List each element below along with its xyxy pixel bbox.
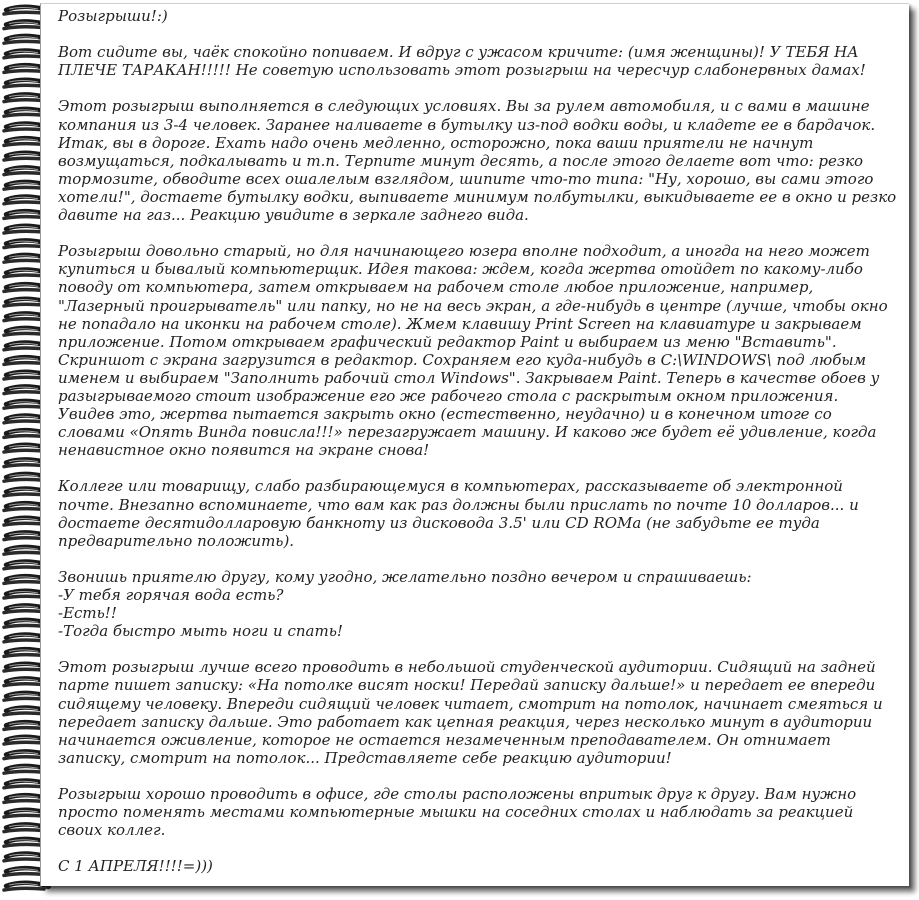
paragraph-car: Этот розыгрыш выполняется в следующих условиях. Вы за рулем автомобиля, и с вами в машине компания из 3-4 человек. Заранее наливаете в бутылку из-под водки воды, и кладете ее в бардачок. Итак, вы в дороге. Ехать надо очень медленно, осторожно, пока ваши приятели не начнут возмущаться, подкалывать и т.п. Терпите минут десять, а после этого делаете вот что: резко тормозите, обводите всех ошалелым взглядом, шипите что-то типа: "Ну, хорошо, вы сами этого хотели!", достаете бутылку водки, выпиваете минимум полбутылки, выкидываете ее в окно и резко давите на газ... Реакцию увидите в зеркале заднего вида. — [58, 97, 897, 225]
closing-greeting: С 1 АПРЕЛЯ!!!!=))) — [58, 857, 213, 876]
dialog-intro: Звонишь приятелю другу, кому угодно, желательно поздно вечером и спрашиваешь: — [58, 567, 752, 586]
paragraph-office-mice: Розыгрыш хорошо проводить в офисе, где столы расположены впритык друг к другу. Вам нужно просто поменять местами компьютерные мышки на соседних столах и наблюдать за реакцией своих коллег. — [58, 785, 857, 840]
paragraph-phone-call — [58, 568, 898, 640]
dialog-line: -Тогда быстро мыть ноги и спать! — [58, 622, 343, 641]
paragraph-cockroach: Вот сидите вы, чаёк спокойно попиваем. И вдруг с ужасом кричите: (имя женщины)! У ТЕБЯ НА ПЛЕЧЕ ТАРАКАН!!!!! Не советую использовать этот розыгрыш на чересчур слабонервных дамах! — [58, 43, 866, 80]
paragraph-email-money: Коллеге или товарищу, слабо разбирающемуся в компьютерах, рассказываете об электронной почте. Внезапно вспоминаете, что вам как раз должны были прислать по почте 10 долларов... и достаете десятидолларовую банкноту из дисковода 3.5' или CD ROMа (не забудьте ее туда предварительно положить). — [58, 477, 859, 550]
text-content — [58, 7, 898, 894]
page-title: Розыгрыши!:) — [58, 7, 168, 25]
paragraph-screenshot: Розыгрыш довольно старый, но для начинающего юзера вполне подходит, а иногда на него может купиться и бывалый компьютерщик. Идея такова: ждем, когда жертва отойдет по какому-либо поводу от компьютера, затем открываем на рабочем столе любое приложение, например, "Лазерный проигрыватель" или папку, но не на весь экран, а где-нибудь в центре (лучше, чтобы окно не попадало на иконки на рабочем столе). Жмем клавишу Print Screen на клавиатуре и закрываем приложение. Потом открываем графический редактор Paint и выбираем из меню "Вставить". Скриншот с экрана загрузится в редактор. Сохраняем его куда-нибудь в C:\WINDOWS\ под любым именем и выбираем "Заполнить рабочий стол Windows". Закрываем Paint. Теперь в качестве обоев у разыгрываемого стоит изображение его же рабочего стола с раскрытым окном приложения. Увидев это, жертва пытается закрыть окно (естественно, неудачно) и в конечном итоге со словами «Опять Винда повисла!!!» перезагружает машину. И каково же будет её удивление, когда ненавистное окно появится на экране снова! — [58, 242, 888, 460]
dialog-line: -Есть!! — [58, 604, 117, 623]
dialog-line: -У тебя горячая вода есть? — [58, 586, 284, 604]
paragraph-note: Этот розыгрыш лучше всего проводить в небольшой студенческой аудитории. Сидящий на задней парте пишет записку: «На потолке висят носки! Передай записку дальше!» и передает ее впереди сидящему человеку. Впереди сидящий человек читает, смотрит на потолок, начинает смеяться и передает записку дальше. Это работает как цепная реакция, через несколько минут в аудитории начинается оживление, которое не остается незамеченным преподавателем. Он отнимает записку, смотрит на потолок... Представляете себе реакцию аудитории! — [58, 658, 883, 767]
